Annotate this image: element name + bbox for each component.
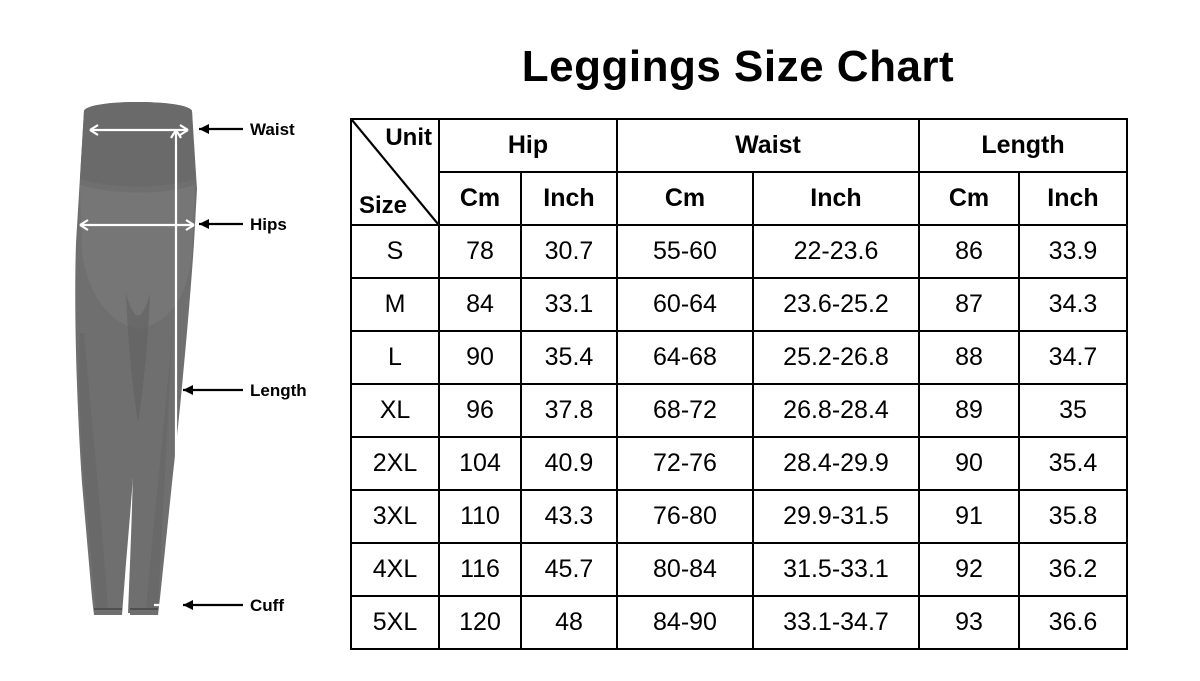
table-header-row-groups <box>351 119 1127 172</box>
table-row <box>351 437 1127 490</box>
page-title: Leggings Size Chart <box>521 42 955 91</box>
cell-size: 3XL <box>351 490 439 543</box>
cell-length-cm: 91 <box>919 490 1019 543</box>
table-row <box>351 225 1127 278</box>
cell-hip-inch: 40.9 <box>521 437 617 490</box>
cell-length-inch: 34.7 <box>1019 331 1127 384</box>
cell-waist-cm: 80-84 <box>617 543 753 596</box>
subheader-length-cm: Cm <box>919 172 1019 225</box>
table-header-row-units <box>351 172 1127 225</box>
cell-length-cm: 89 <box>919 384 1019 437</box>
cell-size: 4XL <box>351 543 439 596</box>
annotation-label-waist: Waist <box>250 120 295 139</box>
cell-hip-cm: 78 <box>439 225 521 278</box>
cell-length-cm: 87 <box>919 278 1019 331</box>
cell-hip-inch: 43.3 <box>521 490 617 543</box>
leggings-illustration <box>68 93 328 638</box>
table-row <box>351 278 1127 331</box>
cell-waist-inch: 28.4-29.9 <box>753 437 919 490</box>
subheader-waist-inch: Inch <box>753 172 919 225</box>
cell-length-inch: 36.6 <box>1019 596 1127 649</box>
group-header-hip: Hip <box>439 119 617 172</box>
annotation-label-hips: Hips <box>250 215 287 234</box>
cell-hip-inch: 35.4 <box>521 331 617 384</box>
table-row <box>351 596 1127 649</box>
cell-size: M <box>351 278 439 331</box>
cell-length-inch: 34.3 <box>1019 278 1127 331</box>
cell-waist-cm: 60-64 <box>617 278 753 331</box>
cell-size: 5XL <box>351 596 439 649</box>
size-chart-table-container <box>350 118 1126 650</box>
cell-hip-inch: 37.8 <box>521 384 617 437</box>
cell-hip-cm: 96 <box>439 384 521 437</box>
subheader-length-inch: Inch <box>1019 172 1127 225</box>
cell-hip-inch: 45.7 <box>521 543 617 596</box>
cell-size: XL <box>351 384 439 437</box>
cell-waist-inch: 31.5-33.1 <box>753 543 919 596</box>
cell-size: 2XL <box>351 437 439 490</box>
cell-hip-cm: 90 <box>439 331 521 384</box>
table-row <box>351 331 1127 384</box>
cell-waist-cm: 64-68 <box>617 331 753 384</box>
cell-waist-cm: 84-90 <box>617 596 753 649</box>
subheader-hip-inch: Inch <box>521 172 617 225</box>
cell-length-cm: 92 <box>919 543 1019 596</box>
cell-waist-cm: 76-80 <box>617 490 753 543</box>
table-row <box>351 384 1127 437</box>
table-row <box>351 543 1127 596</box>
subheader-waist-cm: Cm <box>617 172 753 225</box>
cell-waist-cm: 72-76 <box>617 437 753 490</box>
cell-length-inch: 35.8 <box>1019 490 1127 543</box>
annotation-label-length: Length <box>250 381 307 400</box>
corner-unit-label: Unit <box>385 124 432 151</box>
cell-length-cm: 88 <box>919 331 1019 384</box>
cell-hip-inch: 48 <box>521 596 617 649</box>
cell-hip-cm: 116 <box>439 543 521 596</box>
cell-length-inch: 33.9 <box>1019 225 1127 278</box>
cell-waist-inch: 23.6-25.2 <box>753 278 919 331</box>
cell-length-cm: 86 <box>919 225 1019 278</box>
cell-hip-cm: 104 <box>439 437 521 490</box>
cell-length-inch: 36.2 <box>1019 543 1127 596</box>
cell-length-inch: 35.4 <box>1019 437 1127 490</box>
cell-length-cm: 90 <box>919 437 1019 490</box>
cell-waist-cm: 55-60 <box>617 225 753 278</box>
cell-hip-cm: 120 <box>439 596 521 649</box>
cell-hip-cm: 110 <box>439 490 521 543</box>
cell-length-inch: 35 <box>1019 384 1127 437</box>
cell-waist-inch: 26.8-28.4 <box>753 384 919 437</box>
cell-size: S <box>351 225 439 278</box>
corner-cell <box>351 119 439 225</box>
cell-hip-cm: 84 <box>439 278 521 331</box>
cell-waist-inch: 29.9-31.5 <box>753 490 919 543</box>
group-header-waist: Waist <box>617 119 919 172</box>
size-chart-table <box>350 118 1128 650</box>
cell-hip-inch: 30.7 <box>521 225 617 278</box>
annotation-label-cuff: Cuff <box>250 596 284 615</box>
corner-size-label: Size <box>359 192 408 219</box>
cell-waist-cm: 68-72 <box>617 384 753 437</box>
cell-length-cm: 93 <box>919 596 1019 649</box>
group-header-length: Length <box>919 119 1127 172</box>
cell-waist-inch: 33.1-34.7 <box>753 596 919 649</box>
cell-hip-inch: 33.1 <box>521 278 617 331</box>
cell-waist-inch: 22-23.6 <box>753 225 919 278</box>
cell-size: L <box>351 331 439 384</box>
subheader-hip-cm: Cm <box>439 172 521 225</box>
table-row <box>351 490 1127 543</box>
cell-waist-inch: 25.2-26.8 <box>753 331 919 384</box>
